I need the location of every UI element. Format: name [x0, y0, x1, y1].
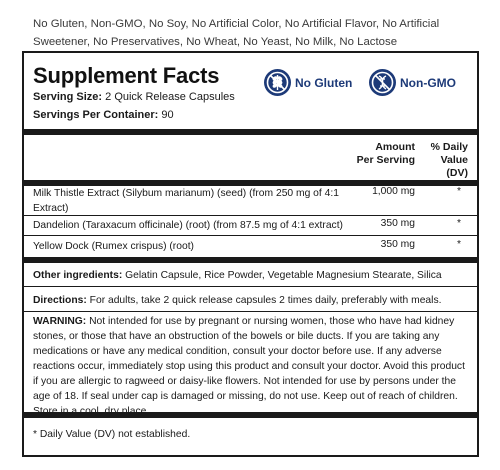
warning-text: Not intended for use by pregnant or nursing women, those who have had kidney stones, or those that have an obstruction of the bowels or bile ducts. If you are taking any medications or have any medical condition, consult your doctor before use. If any adverse reactions occur, immediately stop using this product and consult your doctor. Avoid this product if you are allergic to ragweed or daisy-like flowers. Not intended for use by persons under the age of 18. If seal under cap is damaged or missing, do not use. Keep out of reach of children. Store in a cool, dry place.	[33, 316, 465, 417]
ingredient-name: Milk Thistle Extract (Silybum marianum) (seed) (from 250 mg of 4:1 Extract)	[33, 188, 339, 214]
ingredient-name: Yellow Dock (Rumex crispus) (root)	[33, 241, 194, 252]
directions-label: Directions:	[33, 295, 87, 306]
ingredient-dv: *	[456, 218, 461, 229]
ingredient-dv: *	[456, 186, 461, 197]
serving-size-label: Serving Size:	[33, 91, 103, 103]
no-gluten-icon	[264, 69, 291, 96]
other-ingredients-text: Gelatin Capsule, Rice Powder, Vegetable Magnesium Stearate, Silica	[125, 270, 442, 281]
section-divider	[24, 311, 477, 312]
servings-per-container-value: 90	[161, 109, 174, 121]
other-ingredients-label: Other ingredients:	[33, 270, 123, 281]
dv-header-line3: (DV)	[446, 167, 468, 179]
directions	[33, 293, 470, 308]
facts-title: Supplement Facts	[33, 63, 220, 88]
divider-thick-bottom	[24, 257, 477, 263]
ingredient-dv: *	[456, 239, 461, 250]
directions-text: For adults, take 2 quick release capsules 2 times daily, preferably with meals.	[89, 295, 442, 306]
divider-thick-top	[24, 129, 477, 135]
daily-value-footnote: * Daily Value (DV) not established.	[33, 429, 191, 440]
ingredient-amount: 350 mg	[380, 218, 415, 229]
other-ingredients	[33, 268, 470, 283]
serving-size	[33, 91, 235, 103]
non-gmo-badge	[369, 69, 456, 96]
dv-header-line1: % Daily	[430, 141, 468, 153]
serving-size-value: 2 Quick Release Capsules	[105, 91, 235, 103]
row-divider	[24, 215, 477, 216]
servings-per-container-label: Servings Per Container:	[33, 109, 159, 121]
ingredient-name: Dandelion (Taraxacum officinale) (root) (from 87.5 mg of 4:1 extract)	[33, 220, 343, 231]
ingredient-amount: 1,000 mg	[372, 186, 415, 197]
ingredient-amount: 350 mg	[380, 239, 415, 250]
no-gluten-label: No Gluten	[295, 75, 353, 90]
warning	[33, 314, 470, 419]
non-gmo-icon	[369, 69, 396, 96]
row-divider	[24, 235, 477, 236]
supplement-facts-panel	[22, 51, 479, 457]
no-gluten-badge	[264, 69, 352, 96]
divider-thick-footer	[24, 412, 477, 418]
servings-per-container	[33, 109, 174, 121]
amount-per-serving-header	[357, 141, 415, 167]
amount-header-line1: Amount	[375, 141, 415, 153]
amount-header-line2: Per Serving	[356, 154, 415, 166]
free-of-statement: No Gluten, Non-GMO, No Soy, No Artificial Color, No Artificial Flavor, No Artificial Sweetener, No Preservatives, No Wheat, No Yeast, No Milk, No Lactose	[33, 18, 440, 48]
dv-header-line2: Value	[440, 154, 468, 166]
section-divider	[24, 286, 477, 287]
non-gmo-label: Non-GMO	[400, 75, 456, 90]
warning-label: WARNING:	[33, 316, 87, 327]
daily-value-header	[418, 141, 468, 180]
